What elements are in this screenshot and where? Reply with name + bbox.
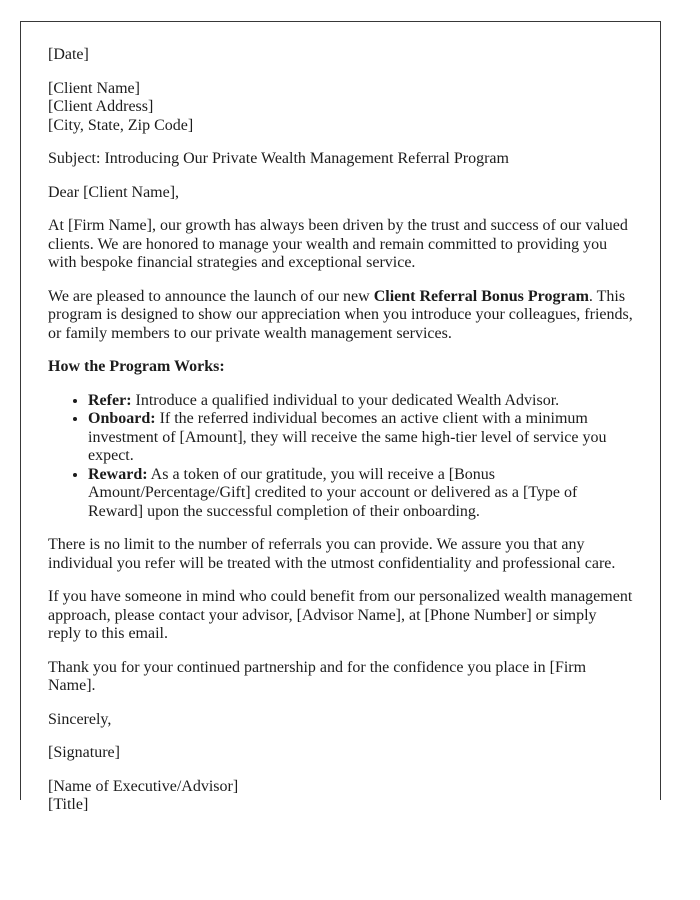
reward-step-label: Reward: xyxy=(88,465,148,483)
signature-placeholder: [Signature] xyxy=(48,744,120,761)
refer-step-label: Refer: xyxy=(88,391,132,409)
signer-title-placeholder: [Title] xyxy=(48,796,89,813)
paragraph-no-limit: There is no limit to the number of referrals you can provide. We assure you that any individual you refer will be treated with the utmost confidentiality and professional care. xyxy=(48,536,616,572)
closing-sincerely: Sincerely, xyxy=(48,710,112,728)
reward-step-text: As a token of our gratitude, you will receive a [Bonus Amount/Percentage/Gift] credited to your account or delivered as a [Type of Reward] upon the successful completion of their onboarding. xyxy=(88,465,578,520)
how-it-works-heading: How the Program Works: xyxy=(48,358,225,375)
date-placeholder: [Date] xyxy=(48,46,89,63)
paragraph-contact: If you have someone in mind who could benefit from our personalized wealth management approach, please contact your advisor, [Advisor Name], at [Phone Number] or simply reply to this email. xyxy=(48,588,633,642)
signer-name-and-title-block xyxy=(48,778,633,815)
onboard-step-label: Onboard: xyxy=(88,410,156,427)
letter-page xyxy=(20,21,661,813)
announcement-post-text: . This program is designed to show our appreciation when you introduce your colleagues, friends, or family members to our private wealth management services. xyxy=(48,287,633,342)
salutation: Dear [Client Name], xyxy=(48,183,180,201)
announcement-pre-text: We are pleased to announce the launch of our new xyxy=(48,287,374,305)
recipient-city-line: [City, State, Zip Code] xyxy=(48,116,194,134)
program-name-bold: Client Referral Bonus Program xyxy=(373,287,589,305)
list-item-reward xyxy=(88,466,633,522)
list-item-onboard xyxy=(88,410,633,466)
paragraph-intro: At [Firm Name], our growth has always been driven by the trust and success of our valued clients. We are honored to manage your wealth and remain committed to providing you with bespoke financial strategies and exceptional service. xyxy=(48,217,628,271)
subject-line: Subject: Introducing Our Private Wealth Management Referral Program xyxy=(48,150,509,167)
refer-step-text: Introduce a qualified individual to your dedicated Wealth Advisor. xyxy=(131,391,560,409)
signer-name-placeholder: [Name of Executive/Advisor] xyxy=(48,777,239,795)
recipient-address-line: [Client Address] xyxy=(48,98,154,115)
list-item-refer xyxy=(88,392,633,411)
paragraph-thanks: Thank you for your continued partnership and for the confidence you place in [Firm Name]. xyxy=(48,658,587,694)
recipient-name-line: [Client Name] xyxy=(48,79,140,97)
paragraph-announcement xyxy=(48,288,633,344)
referral-steps-list xyxy=(48,392,633,522)
onboard-step-text: If the referred individual becomes an active client with a minimum investment of [Amount], they will receive the same high-tier level of service you expect. xyxy=(88,410,607,464)
recipient-address-block xyxy=(48,80,633,136)
